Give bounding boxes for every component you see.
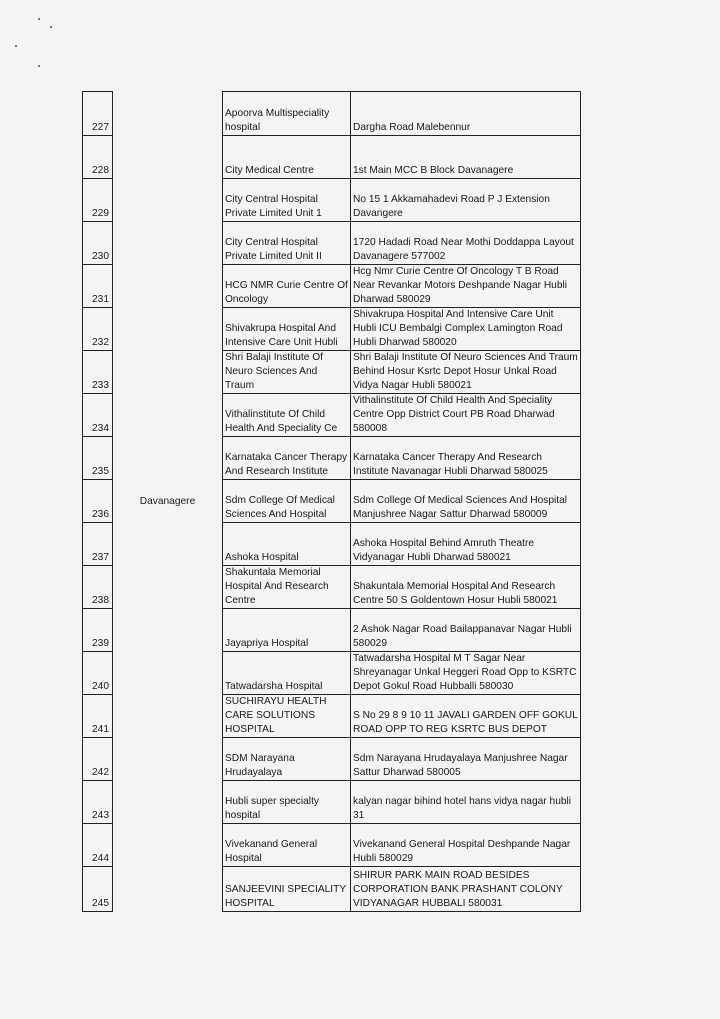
scan-speck — [38, 18, 40, 20]
table-body — [83, 92, 581, 912]
hospital-address: Dargha Road Malebennur — [351, 92, 581, 136]
row-number: 241 — [83, 695, 113, 738]
hospital-address: Hcg Nmr Curie Centre Of Oncology T B Road Near Revankar Motors Deshpande Nagar Hubli Dharwad 580029 — [351, 265, 581, 308]
row-number: 239 — [83, 609, 113, 652]
hospital-name: Jayapriya Hospital — [223, 609, 351, 652]
row-number: 240 — [83, 652, 113, 695]
hospital-address: S No 29 8 9 10 11 JAVALI GARDEN OFF GOKUL ROAD OPP TO REG KSRTC BUS DEPOT — [351, 695, 581, 738]
hospital-address: Shivakrupa Hospital And Intensive Care Unit Hubli ICU Bembalgi Complex Lamington Road Hubli Dharwad 580020 — [351, 308, 581, 351]
hospital-address: 1st Main MCC B Block Davanagere — [351, 136, 581, 179]
hospital-table — [82, 91, 581, 912]
row-number: 242 — [83, 738, 113, 781]
row-number: 243 — [83, 781, 113, 824]
row-number: 230 — [83, 222, 113, 265]
hospital-address: Sdm Narayana Hrudayalaya Manjushree Nagar Sattur Dharwad 580005 — [351, 738, 581, 781]
hospital-address: Sdm College Of Medical Sciences And Hospital Manjushree Nagar Sattur Dharwad 580009 — [351, 480, 581, 523]
hospital-name: SANJEEVINI SPECIALITY HOSPITAL — [223, 867, 351, 912]
row-number: 234 — [83, 394, 113, 437]
row-number: 238 — [83, 566, 113, 609]
row-number: 245 — [83, 867, 113, 912]
row-number: 237 — [83, 523, 113, 566]
row-number: 231 — [83, 265, 113, 308]
hospital-name: HCG NMR Curie Centre Of Oncology — [223, 265, 351, 308]
hospital-address: 1720 Hadadi Road Near Mothi Doddappa Layout Davanagere 577002 — [351, 222, 581, 265]
scan-speck — [50, 26, 52, 28]
hospital-name: Shakuntala Memorial Hospital And Research Centre — [223, 566, 351, 609]
hospital-name: Shivakrupa Hospital And Intensive Care Unit Hubli — [223, 308, 351, 351]
hospital-name: Hubli super specialty hospital — [223, 781, 351, 824]
hospital-name: Karnataka Cancer Therapy And Research Institute — [223, 437, 351, 480]
hospital-name: Vithalinstitute Of Child Health And Speciality Ce — [223, 394, 351, 437]
hospital-name: Apoorva Multispeciality hospital — [223, 92, 351, 136]
hospital-address: No 15 1 Akkamahadevi Road P J Extension Davangere — [351, 179, 581, 222]
hospital-address: Shakuntala Memorial Hospital And Research Centre 50 S Goldentown Hosur Hubli 580021 — [351, 566, 581, 609]
row-number: 232 — [83, 308, 113, 351]
row-number: 229 — [83, 179, 113, 222]
hospital-name: Sdm College Of Medical Sciences And Hospital — [223, 480, 351, 523]
hospital-name: City Central Hospital Private Limited Unit II — [223, 222, 351, 265]
scan-speck — [38, 65, 40, 67]
hospital-name: Tatwadarsha Hospital — [223, 652, 351, 695]
hospital-address: Vivekanand General Hospital Deshpande Nagar Hubli 580029 — [351, 824, 581, 867]
row-number: 233 — [83, 351, 113, 394]
table-row — [83, 92, 581, 136]
hospital-address: 2 Ashok Nagar Road Bailappanavar Nagar Hubli 580029 — [351, 609, 581, 652]
row-number: 228 — [83, 136, 113, 179]
hospital-address: Tatwadarsha Hospital M T Sagar Near Shreyanagar Unkal Heggeri Road Opp to KSRTC Depot Gokul Road Hubballi 580030 — [351, 652, 581, 695]
row-number: 236 — [83, 480, 113, 523]
hospital-address: Karnataka Cancer Therapy And Research Institute Navanagar Hubli Dharwad 580025 — [351, 437, 581, 480]
hospital-address: Vithalinstitute Of Child Health And Speciality Centre Opp District Court PB Road Dharwad 580008 — [351, 394, 581, 437]
hospital-address: Ashoka Hospital Behind Amruth Theatre Vidyanagar Hubli Dharwad 580021 — [351, 523, 581, 566]
hospital-address: SHIRUR PARK MAIN ROAD BESIDES CORPORATION BANK PRASHANT COLONY VIDYANAGAR HUBBALI 580031 — [351, 867, 581, 912]
hospital-name: Ashoka Hospital — [223, 523, 351, 566]
hospital-name: City Medical Centre — [223, 136, 351, 179]
hospital-address: kalyan nagar bihind hotel hans vidya nagar hubli 31 — [351, 781, 581, 824]
row-number: 244 — [83, 824, 113, 867]
hospital-name: Shri Balaji Institute Of Neuro Sciences And Traum — [223, 351, 351, 394]
hospital-name: Vivekanand General Hospital — [223, 824, 351, 867]
row-number: 235 — [83, 437, 113, 480]
hospital-address: Shri Balaji Institute Of Neuro Sciences And Traum Behind Hosur Ksrtc Depot Hosur Unkal Road Vidya Nagar Hubli 580021 — [351, 351, 581, 394]
hospital-name: SUCHIRAYU HEALTH CARE SOLUTIONS HOSPITAL — [223, 695, 351, 738]
hospital-name: City Central Hospital Private Limited Unit 1 — [223, 179, 351, 222]
scan-speck — [15, 45, 17, 47]
row-number: 227 — [83, 92, 113, 136]
hospital-name: SDM Narayana Hrudayalaya — [223, 738, 351, 781]
district-cell: Davanagere — [139, 495, 196, 507]
